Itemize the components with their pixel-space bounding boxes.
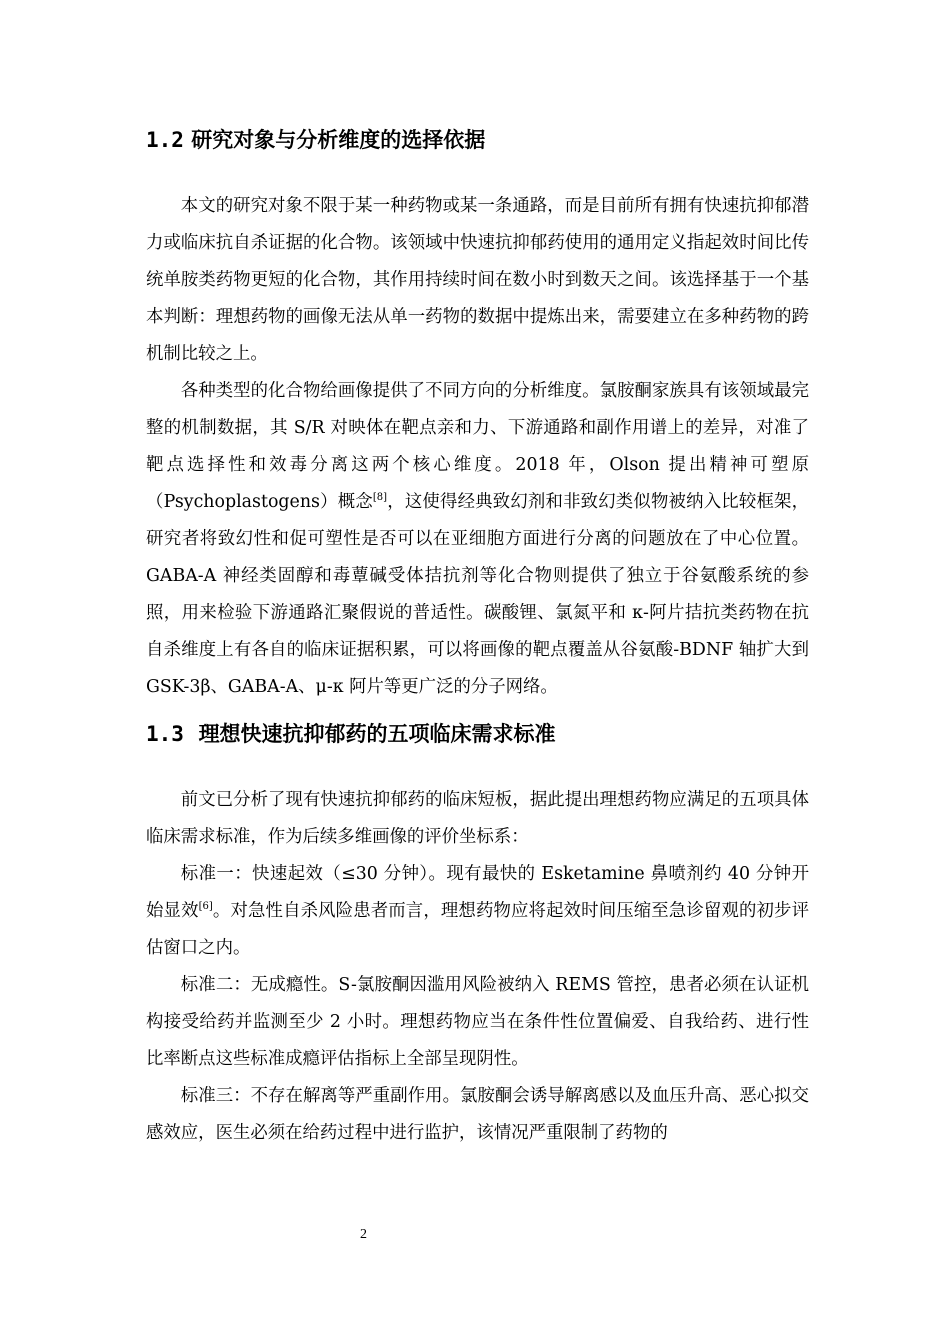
citation-reference: [8] [372,492,388,503]
body-paragraph [146,856,809,967]
section-number: 1.2 [146,128,184,152]
section-body-1-2 [146,188,809,706]
page-content [146,120,809,1152]
body-paragraph [146,1078,809,1152]
body-paragraph [146,782,809,856]
paragraph-text: 各种类型的化合物给画像提供了不同方向的分析维度。氯胺酮家族具有该领域最完整的机制数据，其 S/R 对映体在靶点亲和力、下游通路和副作用谱上的差异，对准了靶点选择性和效毒分离这两个核心维度。2018 年，Olson 提出精神可塑原（Psychoplastogens）概念 [146,381,809,512]
paragraph-text: 标准一：快速起效（≤30 分钟）。现有最快的 Esketamine 鼻喷剂约 40 分钟开始显效 [146,864,809,921]
section-heading-1-3 [146,714,809,754]
body-paragraph [146,373,809,706]
section-title: 理想快速抗抑郁药的五项临床需求标准 [198,722,556,746]
page-number: 2 [360,1227,367,1242]
body-paragraph [146,967,809,1078]
paragraph-text: 标准三：不存在解离等严重副作用。氯胺酮会诱导解离感以及血压升高、恶心拟交感效应，医生必须在给药过程中进行监护，该情况严重限制了药物的 [146,1086,809,1143]
paragraph-text: 标准二：无成瘾性。S-氯胺酮因滥用风险被纳入 REMS 管控，患者必须在认证机构接受给药并监测至少 2 小时。理想药物应当在条件性位置偏爱、自我给药、进行性比率断点这些标准成瘾评估指标上全部呈现阴性。 [146,975,809,1069]
paragraph-text: ，这使得经典致幻剂和非致幻类似物被纳入比较框架，研究者将致幻性和促可塑性是否可以在亚细胞方面进行分离的问题放在了中心位置。GABA-A 神经类固醇和毒蕈碱受体拮抗剂等化合物则提供了独立于谷氨酸系统的参照，用来检验下游通路汇聚假说的普适性。碳酸锂、氯氮平和 κ-阿片拮抗类药物在抗自杀维度上有各自的临床证据积累，可以将画像的靶点覆盖从谷氨酸-BDNF 轴扩大到 GSK-3β、GABA-A、μ-κ 阿片等更广泛的分子网络。 [146,492,809,697]
body-paragraph [146,188,809,373]
paragraph-text: 。对急性自杀风险患者而言，理想药物应将起效时间压缩至急诊留观的初步评估窗口之内。 [146,901,809,958]
section-title: 研究对象与分析维度的选择依据 [191,128,486,152]
section-body-1-3 [146,782,809,1152]
section-heading-1-2 [146,120,809,160]
citation-reference: [6] [198,901,213,912]
section-number: 1.3 [146,722,184,746]
paragraph-text: 本文的研究对象不限于某一种药物或某一条通路，而是目前所有拥有快速抗抑郁潜力或临床抗自杀证据的化合物。该领域中快速抗抑郁药使用的通用定义指起效时间比传统单胺类药物更短的化合物，其作用持续时间在数小时到数天之间。该选择基于一个基本判断：理想药物的画像无法从单一药物的数据中提炼出来，需要建立在多种药物的跨机制比较之上。 [146,196,809,364]
paragraph-text: 前文已分析了现有快速抗抑郁药的临床短板，据此提出理想药物应满足的五项具体临床需求标准，作为后续多维画像的评价坐标系： [146,790,809,847]
